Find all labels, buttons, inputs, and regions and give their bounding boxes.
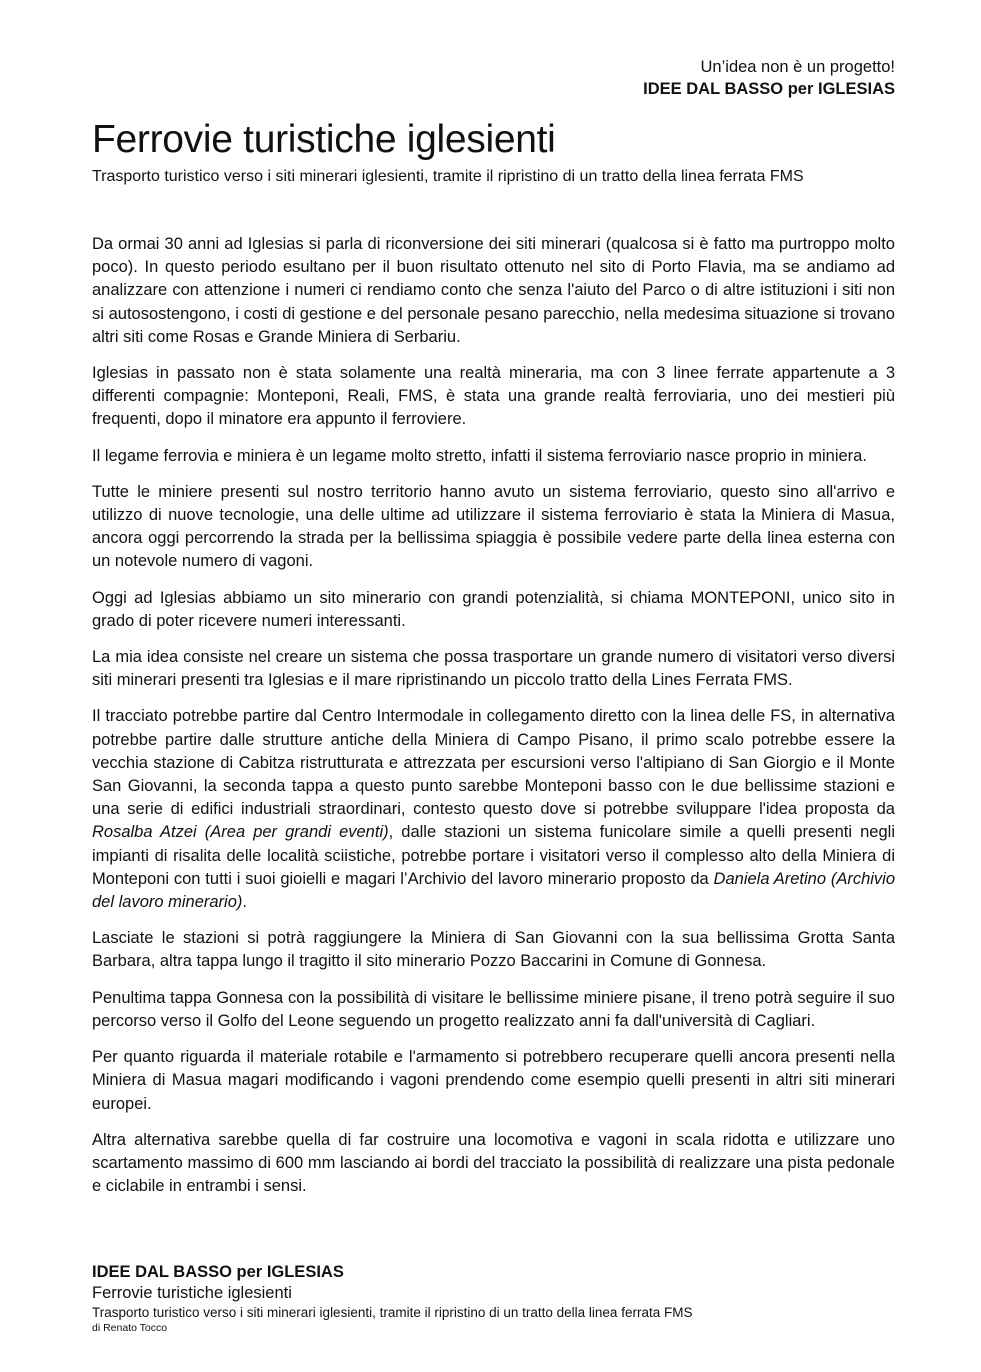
paragraph-7-emphasis-1: Rosalba Atzei (Area per grandi eventi) [92, 823, 389, 842]
paragraph-7 [92, 705, 895, 914]
paragraph-7-text-c: . [242, 893, 247, 912]
footer-block [92, 1262, 895, 1335]
paragraph-5: Oggi ad Iglesias abbiamo un sito minerario con grandi potenzialità, si chiama MONTEPONI, unico sito in grado di poter ricevere numeri interessanti. [92, 588, 895, 630]
footer-org: IDEE DAL BASSO per IGLESIAS [92, 1263, 344, 1281]
footer-author: di Renato Tocco [92, 1322, 168, 1334]
header-tagline: Un’idea non è un progetto! [700, 58, 895, 76]
paragraph-4: Tutte le miniere presenti sul nostro territorio hanno avuto un sistema ferroviario, questo sino all'arrivo e utilizzo di nuove tecnologie, una delle ultime ad utilizzare il sistema ferroviario è stata la Miniera di Masua, ancora oggi percorrendo la strada per la bellissima spiaggia è possibile vedere parte della linea esterna con un notevole numero di vagoni. [92, 482, 895, 571]
paragraph-2: Iglesias in passato non è stata solamente una realtà mineraria, ma con 3 linee ferrate appartenute a 3 differenti compagnie: Monteponi, Reali, FMS, è stata una grande realtà ferroviaria, uno dei mestieri più frequenti, dopo il minatore era appunto il ferroviere. [92, 364, 895, 429]
paragraph-11: Altra alternativa sarebbe quella di far costruire una locomotiva e vagoni in scala ridotta e utilizzare uno scartamento massimo di 600 mm lasciando ai bordi del tracciato la possibilità di realizzare una pista pedonale e ciclabile in entrambi i sensi. [92, 1130, 895, 1196]
paragraph-7-text-a: Il tracciato potrebbe partire dal Centro Intermodale in collegamento diretto con la linea delle FS, in alternativa potrebbe partire dalle strutture antiche della Miniera di Campo Pisano, il primo scalo potrebbe essere la vecchia stazione di Cabitza ristrutturata e attrezzata per escursioni verso l'altipiano di San Giorgio e il Monte San Giovanni, la seconda tappa a questo punto sarebbe Monteponi basso con le due bellissime stazioni e una serie di edifici industriali straordinari, contesto questo dove si potrebbe sviluppare l'idea proposta da [92, 707, 895, 819]
footer-title: Ferrovie turistiche iglesienti [92, 1284, 292, 1302]
header-block [643, 56, 895, 100]
header-org: IDEE DAL BASSO per IGLESIAS [643, 80, 895, 98]
document-body [92, 233, 895, 1211]
document-title: Ferrovie turistiche iglesienti [92, 118, 556, 161]
paragraph-3: Il legame ferrovia e miniera è un legame molto stretto, infatti il sistema ferroviario nasce proprio in miniera. [92, 446, 867, 465]
paragraph-1: Da ormai 30 anni ad Iglesias si parla di riconversione dei siti minerari (qualcosa si è fatto ma purtroppo molto poco). In questo periodo esultano per il buon risultato ottenuto nel sito di Porto Flavia, ma se andiamo ad analizzare con attenzione i numeri ci rendiamo conto che senza l'aiuto del Parco o di altre istituzioni i siti non si autosostengono, i costi di gestione e del personale pesano parecchio, nella medesima situazione si trovano altri siti come Rosas e Grande Miniera di Serbariu. [92, 235, 895, 346]
footer-subtitle: Trasporto turistico verso i siti minerari iglesienti, tramite il ripristino di un tratto della linea ferrata FMS [92, 1305, 693, 1320]
paragraph-7-emphasis-2: Daniela Aretino (Archivio del lavoro minerario) [92, 869, 895, 912]
paragraph-10: Per quanto riguarda il materiale rotabile e l'armamento si potrebbero recuperare quelli ancora presenti nella Miniera di Masua magari modificando i vagoni prendendo come esempio quelli presenti in altri siti minerari europei. [92, 1048, 895, 1113]
paragraph-8: Lasciate le stazioni si potrà raggiungere la Miniera di San Giovanni con la sua bellissima Grotta Santa Barbara, altra tappa lungo il tragitto il sito minerario Pozzo Baccarini in Comune di Gonnesa. [92, 929, 895, 971]
paragraph-9: Penultima tappa Gonnesa con la possibilità di visitare le bellissime miniere pisane, il treno potrà seguire il suo percorso verso il Golfo del Leone seguendo un progetto realizzato anni fa dall'università di Cagliari. [92, 988, 895, 1030]
paragraph-7-text-b: , dalle stazioni un sistema funicolare simile a quelli presenti negli impianti di risalita delle località sciistiche, potrebbe portare i visitatori verso il complesso alto della Miniera di Monteponi con tutti i suoi gioielli e magari l’Archivio del lavoro minerario proposto da [92, 823, 895, 888]
document-subtitle: Trasporto turistico verso i siti minerari iglesienti, tramite il ripristino di un tratto della linea ferrata FMS [92, 168, 804, 185]
paragraph-6: La mia idea consiste nel creare un sistema che possa trasportare un grande numero di visitatori verso diversi siti minerari presenti tra Iglesias e il mare ripristinando un piccolo tratto della Lines Ferrata FMS. [92, 648, 895, 690]
